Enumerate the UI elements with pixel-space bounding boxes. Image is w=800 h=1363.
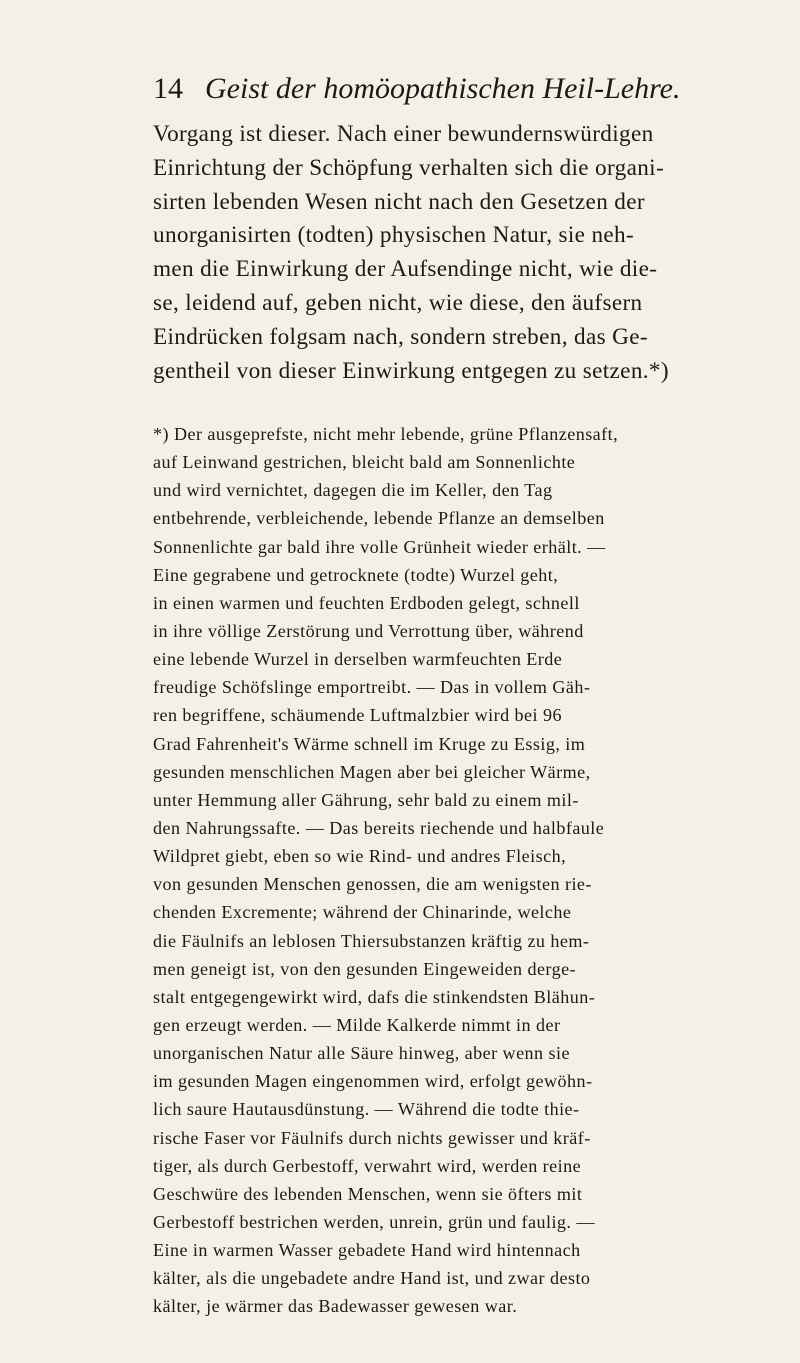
body-line: Vorgang ist dieser. Nach einer bewundernswürdigen — [153, 121, 654, 147]
footnote-line: ren begriffene, schäumende Luftmalzbier wird bei 96 — [153, 705, 562, 726]
body-line: sirten lebenden Wesen nicht nach den Gesetzen der — [153, 188, 645, 215]
footnote-line: die Fäulnifs an leblosen Thiersubstanzen kräftig zu hem- — [153, 930, 590, 951]
footnote-line: gen erzeugt werden. — Milde Kalkerde nimmt in der — [153, 1014, 561, 1035]
footnote — [153, 420, 765, 1321]
footnote-line: kälter, je wärmer das Badewasser gewesen war. — [153, 1296, 518, 1317]
footnote-line: unter Hemmung aller Gährung, sehr bald zu einem mil- — [153, 789, 579, 810]
footnote-line: tiger, als durch Gerbestoff, verwahrt wird, werden reine — [153, 1155, 582, 1176]
footnote-line: den Nahrungssafte. — Das bereits riechende und halbfaule — [153, 817, 605, 838]
page-header — [153, 72, 753, 106]
footnote-line: stalt entgegengewirkt wird, dafs die stinkendsten Blähun- — [153, 986, 596, 1007]
footnote-line: Geschwüre des lebenden Menschen, wenn sie öfters mit — [153, 1183, 583, 1204]
footnote-line: Sonnenlichte gar bald ihre volle Grünheit wieder erhält. — — [153, 536, 606, 557]
footnote-line: unorganischen Natur alle Säure hinweg, aber wenn sie — [153, 1043, 570, 1064]
footnote-line: lich saure Hautausdünstung. — Während die todte thie- — [153, 1099, 580, 1120]
footnote-line: und wird vernichtet, dagegen die im Keller, den Tag — [153, 480, 553, 501]
body-line: se, leidend auf, geben nicht, wie diese, den äufsern — [153, 289, 643, 316]
main-text — [153, 118, 763, 388]
body-line: Einrichtung der Schöpfung verhalten sich die organi- — [153, 154, 665, 181]
body-line: gentheil von dieser Einwirkung entgegen zu setzen.*) — [153, 357, 669, 384]
footnote-line: gesunden menschlichen Magen aber bei gleicher Wärme, — [153, 761, 591, 782]
footnote-line: men geneigt ist, von den gesunden Eingeweiden derge- — [153, 958, 577, 979]
body-line: Eindrücken folgsam nach, sondern streben, das Ge- — [153, 323, 648, 350]
footnote-line: Eine gegrabene und getrocknete (todte) Wurzel geht, — [153, 564, 559, 585]
footnote-line: Wildpret giebt, eben so wie Rind- und andres Fleisch, — [153, 846, 567, 867]
footnote-line: *) Der ausgeprefste, nicht mehr lebende, grüne Pflanzensaft, — [153, 424, 619, 444]
body-line: unorganisirten (todten) physischen Natur, sie neh- — [153, 222, 635, 249]
footnote-line: entbehrende, verbleichende, lebende Pflanze an demselben — [153, 508, 605, 529]
footnote-line: rische Faser vor Fäulnifs durch nichts gewisser und kräf- — [153, 1127, 591, 1148]
footnote-line: eine lebende Wurzel in derselben warmfeuchten Erde — [153, 649, 563, 670]
footnote-line: Eine in warmen Wasser gebadete Hand wird hintennach — [153, 1240, 581, 1261]
running-title: Geist der homöopathischen Heil-Lehre. — [205, 72, 681, 105]
footnote-line: in einen warmen und feuchten Erdboden gelegt, schnell — [153, 592, 580, 613]
footnote-line: Gerbestoff bestrichen werden, unrein, grün und faulig. — — [153, 1211, 595, 1232]
footnote-line: Grad Fahrenheit's Wärme schnell im Kruge zu Essig, im — [153, 733, 586, 754]
footnote-line: kälter, als die ungebadete andre Hand ist, und zwar desto — [153, 1268, 591, 1289]
page-number: 14 — [153, 72, 183, 105]
footnote-line: chenden Excremente; während der Chinarinde, welche — [153, 902, 572, 923]
body-line: men die Einwirkung der Aufsendinge nicht, wie die- — [153, 256, 658, 283]
footnote-line: auf Leinwand gestrichen, bleicht bald am Sonnenlichte — [153, 452, 576, 473]
footnote-line: von gesunden Menschen genossen, die am wenigsten rie- — [153, 874, 592, 895]
footnote-line: in ihre völlige Zerstörung und Verrottung über, während — [153, 620, 584, 641]
footnote-line: im gesunden Magen eingenommen wird, erfolgt gewöhn- — [153, 1071, 593, 1092]
footnote-line: freudige Schöfslinge emportreibt. — Das in vollem Gäh- — [153, 677, 591, 698]
